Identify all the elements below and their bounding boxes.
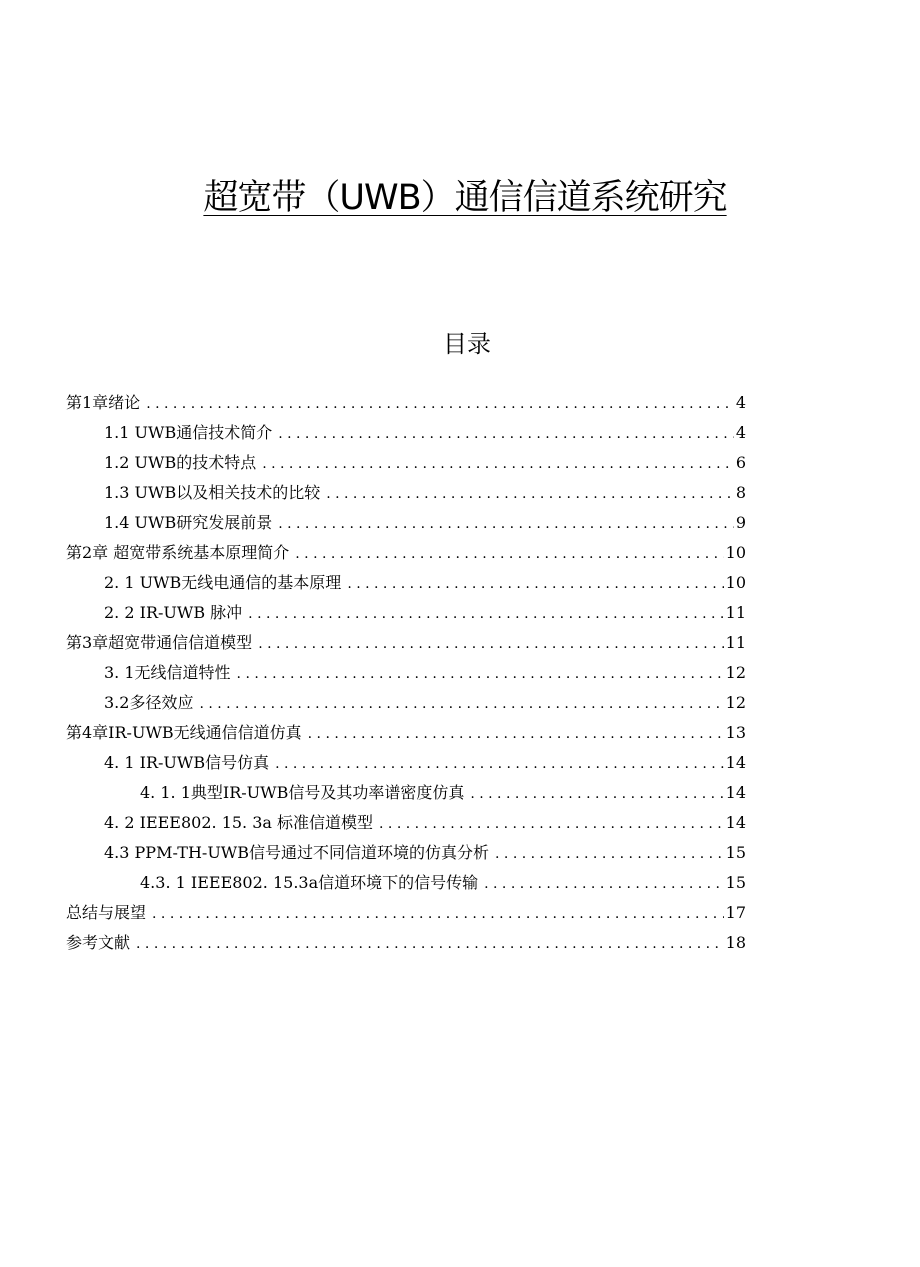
toc-entry-page: 14 bbox=[725, 813, 746, 832]
toc-entry-page: 13 bbox=[725, 723, 746, 742]
toc-leader bbox=[248, 599, 723, 629]
toc-entry-label: 3.2多径效应 bbox=[104, 693, 194, 712]
toc-entry-label: 第1章绪论 bbox=[66, 393, 141, 412]
toc-leader bbox=[136, 929, 724, 959]
toc-entry-page: 11 bbox=[725, 633, 746, 652]
toc-leader bbox=[295, 539, 723, 569]
toc-entry-label: 1.3 UWB以及相关技术的比较 bbox=[104, 483, 321, 502]
toc-entry-page: 11 bbox=[725, 603, 746, 622]
toc-entry-label: 总结与展望 bbox=[66, 903, 147, 922]
toc-entry-page: 15 bbox=[725, 843, 746, 862]
toc-entry-page: 6 bbox=[735, 453, 746, 472]
toc-entry[interactable] bbox=[104, 808, 746, 838]
toc-entry-label: 1.4 UWB研究发展前景 bbox=[104, 513, 273, 532]
toc-entry-label: 参考文献 bbox=[66, 933, 131, 952]
toc-entry-label: 2. 2 IR-UWB 脉冲 bbox=[104, 603, 243, 622]
toc-entry-page: 14 bbox=[725, 753, 746, 772]
toc-leader bbox=[326, 479, 734, 509]
toc-entry[interactable] bbox=[104, 418, 746, 448]
toc-entry[interactable] bbox=[104, 598, 746, 628]
toc-entry[interactable] bbox=[66, 628, 746, 658]
toc-leader bbox=[152, 899, 724, 929]
toc-entry-page: 4 bbox=[735, 393, 746, 412]
toc-leader bbox=[258, 629, 723, 659]
toc-entry-page: 14 bbox=[725, 783, 746, 802]
toc-entry-label: 1.2 UWB的技术特点 bbox=[104, 453, 257, 472]
toc-entry-label: 第4章IR-UWB无线通信信道仿真 bbox=[66, 723, 302, 742]
toc-leader bbox=[262, 449, 734, 479]
toc-entry-label: 4.3. 1 IEEE802. 15.3a信道环境下的信号传输 bbox=[140, 873, 479, 892]
toc-leader bbox=[484, 869, 724, 899]
toc-entry[interactable] bbox=[104, 478, 746, 508]
toc-entry-label: 4. 1 IR-UWB信号仿真 bbox=[104, 753, 270, 772]
toc-entry[interactable] bbox=[66, 928, 746, 958]
toc-heading: 目录 bbox=[443, 330, 491, 358]
toc-entry-label: 4. 1. 1典型IR-UWB信号及其功率谱密度仿真 bbox=[140, 783, 465, 802]
toc-entry[interactable] bbox=[104, 838, 746, 868]
toc-entry[interactable] bbox=[104, 688, 746, 718]
toc-entry-label: 第3章超宽带通信信道模型 bbox=[66, 633, 253, 652]
toc-leader bbox=[495, 839, 724, 869]
toc-leader bbox=[278, 509, 734, 539]
toc-leader bbox=[146, 389, 734, 419]
toc-leader bbox=[308, 719, 724, 749]
toc-entry-label: 4. 2 IEEE802. 15. 3a 标准信道模型 bbox=[104, 813, 374, 832]
toc-entry[interactable] bbox=[66, 388, 746, 418]
toc-entry-page: 10 bbox=[725, 573, 746, 592]
toc-entry-page: 17 bbox=[725, 903, 746, 922]
toc-entry-page: 15 bbox=[725, 873, 746, 892]
toc-entry-page: 4 bbox=[735, 423, 746, 442]
toc-entry[interactable] bbox=[104, 448, 746, 478]
toc-leader bbox=[199, 689, 723, 719]
toc-entry[interactable] bbox=[104, 508, 746, 538]
toc-entry[interactable] bbox=[104, 568, 746, 598]
toc-entry-page: 12 bbox=[725, 693, 746, 712]
toc-entry-label: 第2章 超宽带系统基本原理简介 bbox=[66, 543, 290, 562]
toc-entry[interactable] bbox=[104, 658, 746, 688]
toc-entry[interactable] bbox=[66, 718, 746, 748]
toc-leader bbox=[237, 659, 724, 689]
toc-entry-label: 2. 1 UWB无线电通信的基本原理 bbox=[104, 573, 342, 592]
toc-entry-page: 8 bbox=[735, 483, 746, 502]
toc-entry-label: 3. 1无线信道特性 bbox=[104, 663, 231, 682]
toc-entry-page: 18 bbox=[725, 933, 746, 952]
toc-entry[interactable] bbox=[66, 898, 746, 928]
toc-entry-page: 12 bbox=[725, 663, 746, 682]
toc-leader bbox=[379, 809, 724, 839]
document-title: 超宽带（UWB）通信信道系统研究 bbox=[203, 178, 727, 218]
toc-entry[interactable] bbox=[140, 778, 746, 808]
toc-entry-label: 4.3 PPM-TH-UWB信号通过不同信道环境的仿真分析 bbox=[104, 843, 490, 862]
toc-entry-page: 9 bbox=[735, 513, 746, 532]
toc-leader bbox=[278, 419, 734, 449]
toc-leader bbox=[347, 569, 723, 599]
toc-entry[interactable] bbox=[66, 538, 746, 568]
toc-entry[interactable] bbox=[104, 748, 746, 778]
toc-entry-label: 1.1 UWB通信技术简介 bbox=[104, 423, 273, 442]
toc-leader bbox=[275, 749, 724, 779]
toc-entry-page: 10 bbox=[725, 543, 746, 562]
toc-leader bbox=[470, 779, 723, 809]
toc-entry[interactable] bbox=[140, 868, 746, 898]
